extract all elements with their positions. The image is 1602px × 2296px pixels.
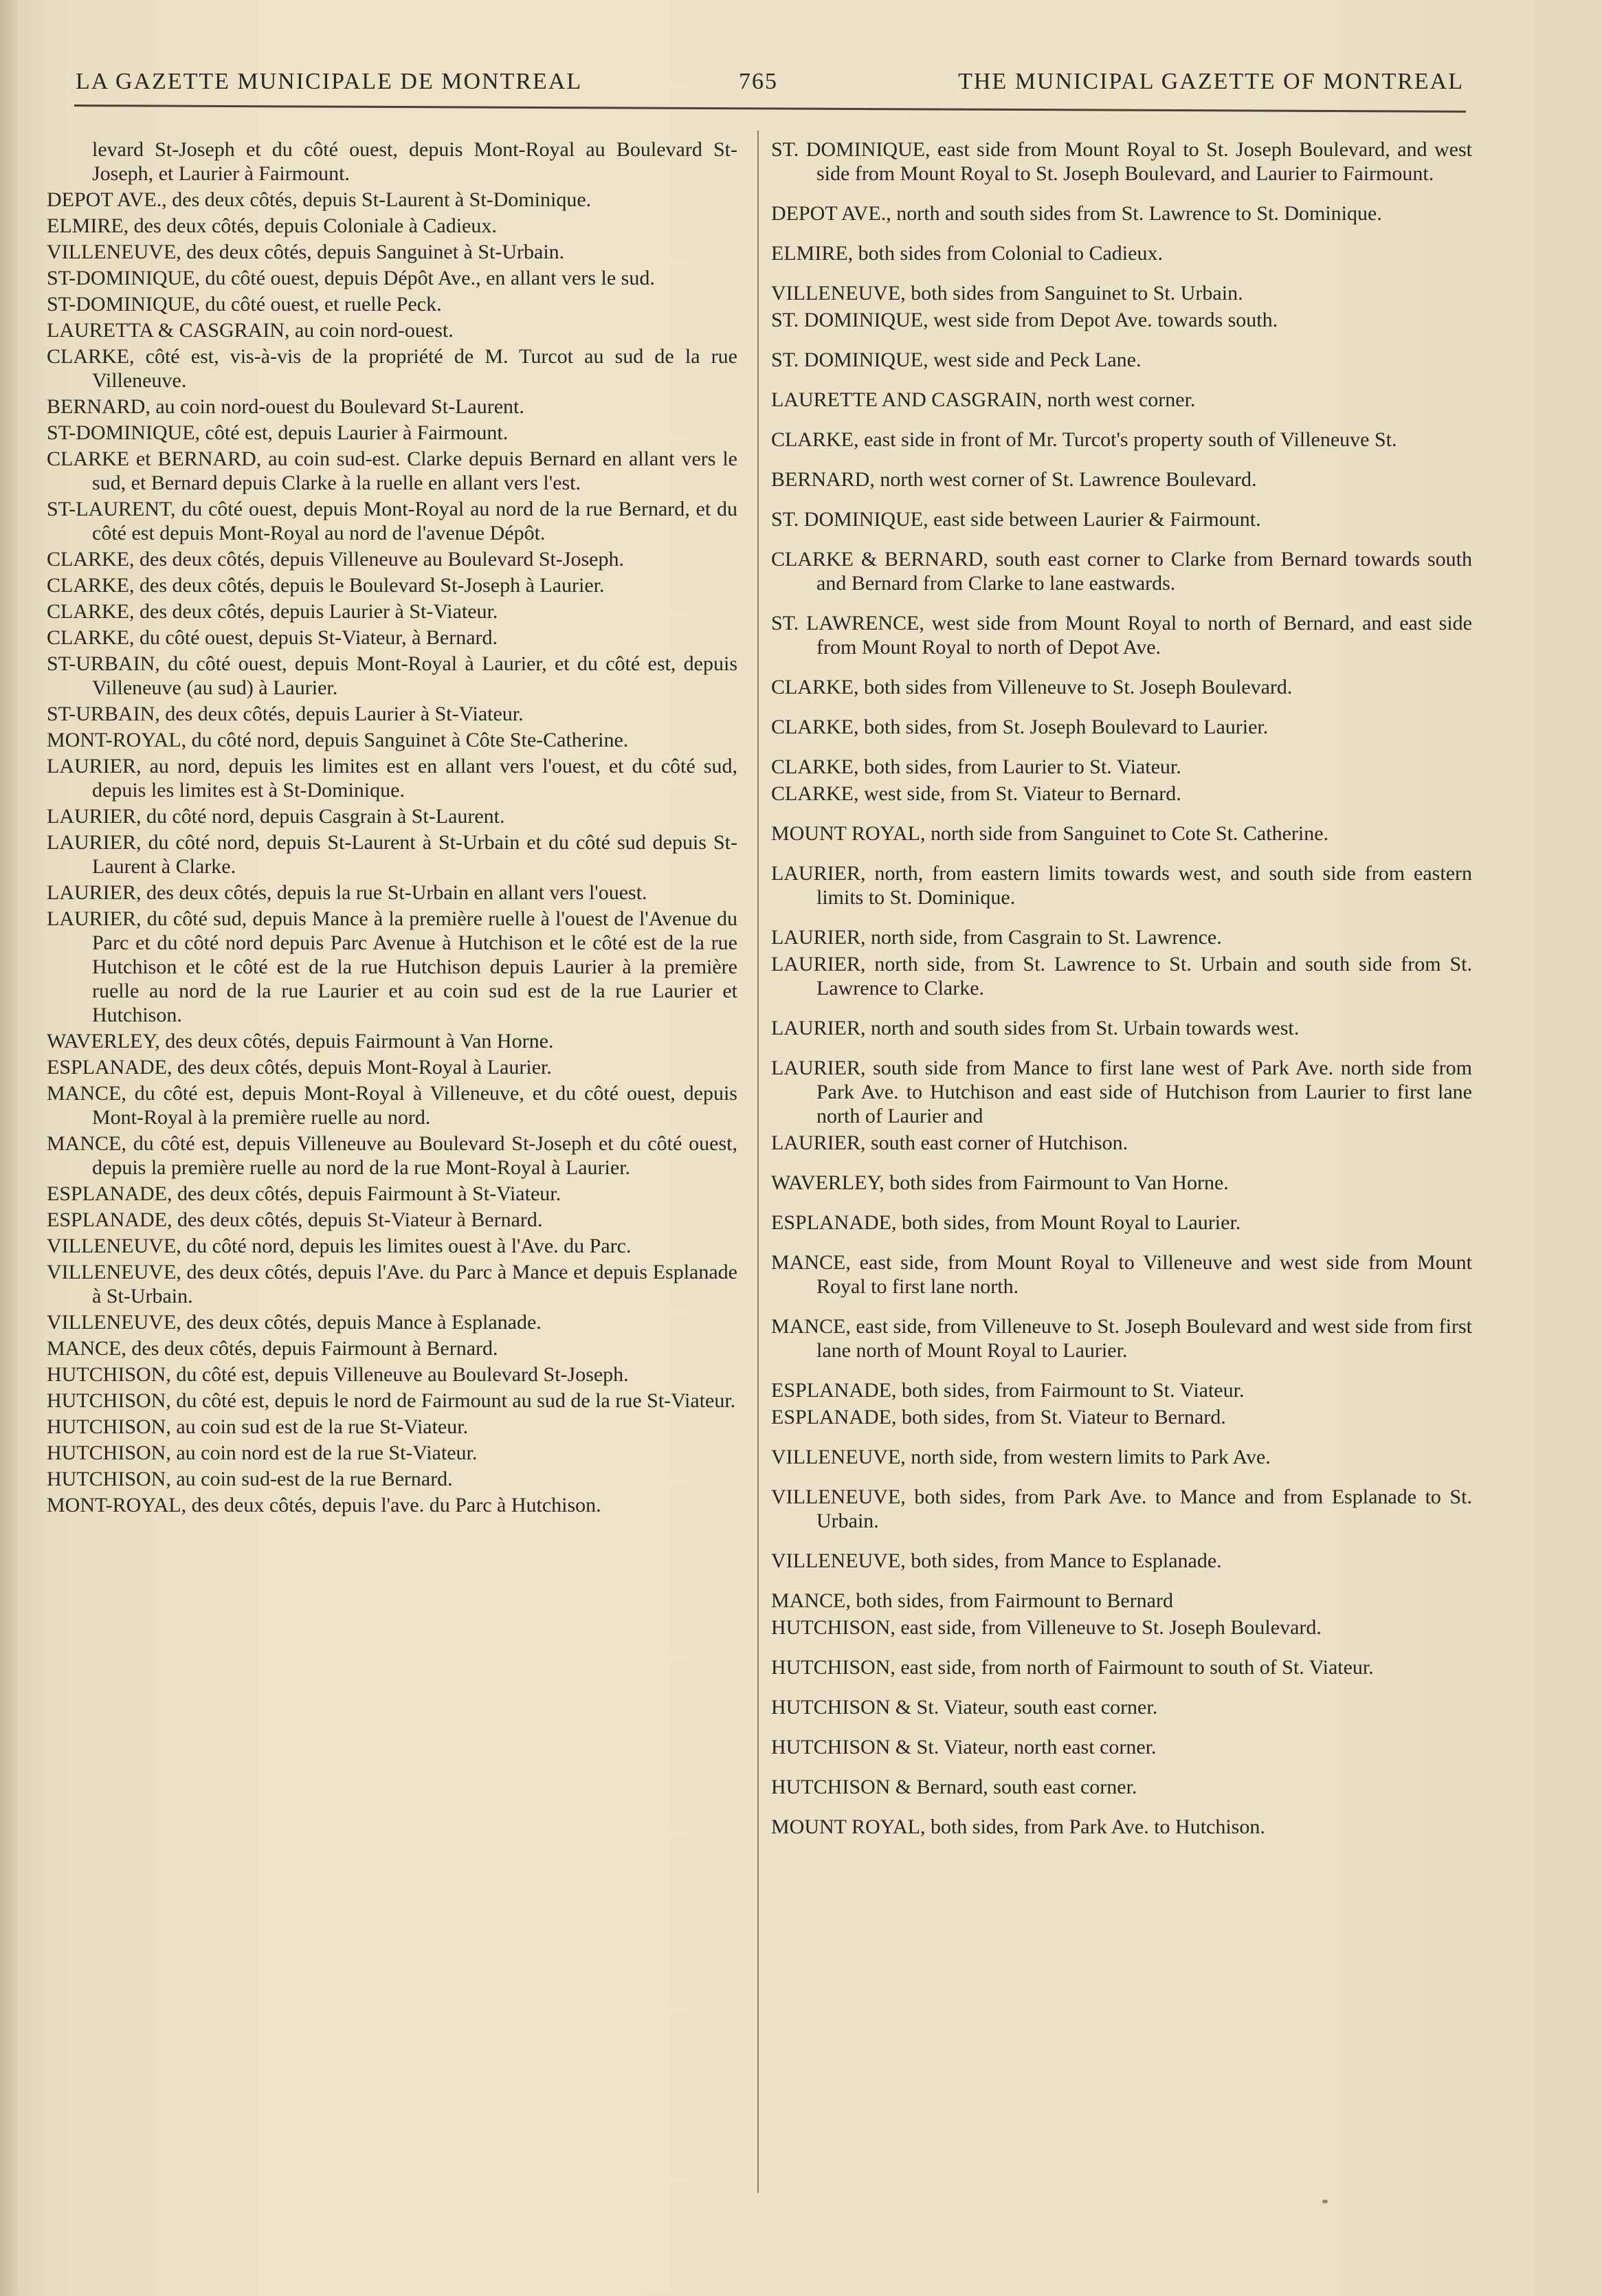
english-entry: ESPLANADE, both sides, from St. Viateur to Bernard. xyxy=(771,1406,1226,1428)
french-entry: VILLENEUVE, du côté nord, depuis les limites ouest à l'Ave. du Parc. xyxy=(47,1235,632,1257)
french-entry: ST-DOMINIQUE, du côté ouest, depuis Dépôt Ave., en allant vers le sud. xyxy=(47,267,655,289)
header-french-title: LA GAZETTE MUNICIPALE DE MONTREAL xyxy=(76,69,583,94)
french-entry: ESPLANADE, des deux côtés, depuis St-Viateur à Bernard. xyxy=(47,1208,543,1231)
english-entry: VILLENEUVE, both sides, from Park Ave. to Mance and from Esplanade to St. Urbain. xyxy=(771,1486,1472,1532)
french-entry: VILLENEUVE, des deux côtés, depuis Sanguinet à St-Urbain. xyxy=(47,241,565,263)
french-entry: HUTCHISON, au coin sud est de la rue St-Viateur. xyxy=(47,1415,469,1438)
french-entry: MONT-ROYAL, des deux côtés, depuis l'ave. du Parc à Hutchison. xyxy=(47,1494,601,1516)
english-entry: DEPOT AVE., north and south sides from St. Lawrence to St. Dominique. xyxy=(771,202,1382,225)
english-entry: LAURIER, north and south sides from St. Urbain towards west. xyxy=(771,1017,1300,1039)
paper-speck xyxy=(1322,2200,1328,2203)
english-entry: CLARKE, west side, from St. Viateur to Bernard. xyxy=(771,782,1181,805)
french-entry-list xyxy=(47,188,737,1517)
english-entry-list xyxy=(771,137,1472,1839)
english-entry: MANCE, east side, from Mount Royal to Villeneuve and west side from Mount Royal to first lane north. xyxy=(771,1251,1472,1298)
french-entry: CLARKE, côté est, vis-à-vis de la propriété de M. Turcot au sud de la rue Villeneuve. xyxy=(47,345,737,392)
english-entry: ELMIRE, both sides from Colonial to Cadieux. xyxy=(771,242,1163,265)
french-entry: ST-URBAIN, du côté ouest, depuis Mont-Royal à Laurier, et du côté est, depuis Villeneuve (au sud) à Laurier. xyxy=(47,652,737,699)
french-entry: ST-DOMINIQUE, côté est, depuis Laurier à Fairmount. xyxy=(47,421,509,444)
english-entry: LAURIER, north side, from Casgrain to St. Lawrence. xyxy=(771,926,1222,949)
english-entry: LAURIER, north side, from St. Lawrence to St. Urbain and south side from St. Lawrence to Clarke. xyxy=(771,953,1472,1000)
french-entry: BERNARD, au coin nord-ouest du Boulevard St-Laurent. xyxy=(47,395,524,418)
english-entry: MANCE, east side, from Villeneuve to St. Joseph Boulevard and west side from first lane north of Mount Royal to Laurier. xyxy=(771,1315,1472,1362)
french-entry: CLARKE, des deux côtés, depuis Villeneuve au Boulevard St-Joseph. xyxy=(47,548,624,571)
page-number: 765 xyxy=(739,69,778,94)
english-entry: ST. DOMINIQUE, west side from Depot Ave. towards south. xyxy=(771,309,1278,331)
english-column xyxy=(771,137,1472,2200)
french-entry: ST-URBAIN, des deux côtés, depuis Laurier à St-Viateur. xyxy=(47,703,524,725)
french-entry: CLARKE, des deux côtés, depuis le Boulevard St-Joseph à Laurier. xyxy=(47,574,605,597)
french-entry: CLARKE, du côté ouest, depuis St-Viateur, à Bernard. xyxy=(47,626,498,649)
french-entry: LAURIER, des deux côtés, depuis la rue St-Urbain en allant vers l'ouest. xyxy=(47,881,647,904)
english-entry: CLARKE, both sides, from Laurier to St. Viateur. xyxy=(771,755,1181,778)
english-entry: HUTCHISON, east side, from north of Fairmount to south of St. Viateur. xyxy=(771,1656,1374,1679)
header-english-title: THE MUNICIPAL GAZETTE OF MONTREAL xyxy=(958,69,1464,94)
english-entry: LAURETTE AND CASGRAIN, north west corner. xyxy=(771,388,1196,411)
french-column xyxy=(47,137,737,2200)
french-entry: MONT-ROYAL, du côté nord, depuis Sanguinet à Côte Ste-Catherine. xyxy=(47,729,629,751)
english-entry: ST. DOMINIQUE, west side and Peck Lane. xyxy=(771,349,1142,371)
english-entry: CLARKE, both sides, from St. Joseph Boulevard to Laurier. xyxy=(771,716,1269,738)
english-entry: HUTCHISON & St. Viateur, north east corner. xyxy=(771,1736,1157,1758)
french-entry: WAVERLEY, des deux côtés, depuis Fairmount à Van Horne. xyxy=(47,1030,554,1052)
french-entry: LAURIER, au nord, depuis les limites est en allant vers l'ouest, et du côté sud, depuis les limites est à St-Dominique. xyxy=(47,755,737,802)
french-entry: VILLENEUVE, des deux côtés, depuis Mance à Esplanade. xyxy=(47,1311,542,1334)
french-entry: MANCE, du côté est, depuis Mont-Royal à Villeneuve, et du côté ouest, depuis Mont-Royal à la première ruelle au nord. xyxy=(47,1082,737,1129)
english-entry: MANCE, both sides, from Fairmount to Bernard xyxy=(771,1589,1173,1612)
english-entry: MOUNT ROYAL, both sides, from Park Ave. to Hutchison. xyxy=(771,1815,1265,1838)
french-entry: LAURIER, du côté nord, depuis Casgrain à St-Laurent. xyxy=(47,805,505,828)
french-entry: ESPLANADE, des deux côtés, depuis Fairmount à St-Viateur. xyxy=(47,1182,561,1205)
french-entry: ESPLANADE, des deux côtés, depuis Mont-Royal à Laurier. xyxy=(47,1056,552,1079)
french-entry: LAURIER, du côté nord, depuis St-Laurent à St-Urbain et du côté sud depuis St-Laurent à Clarke. xyxy=(47,831,737,878)
french-entry: VILLENEUVE, des deux côtés, depuis l'Ave. du Parc à Mance et depuis Esplanade à St-Urbain. xyxy=(47,1261,737,1307)
french-entry: MANCE, du côté est, depuis Villeneuve au Boulevard St-Joseph et du côté ouest, depuis la première ruelle au nord de la rue Mont-Royal à Laurier. xyxy=(47,1132,737,1179)
french-entry: HUTCHISON, au coin nord est de la rue St-Viateur. xyxy=(47,1442,478,1464)
english-entry: CLARKE, east side in front of Mr. Turcot's property south of Villeneuve St. xyxy=(771,428,1397,451)
english-entry: ESPLANADE, both sides, from Mount Royal to Laurier. xyxy=(771,1211,1241,1234)
english-entry: LAURIER, south east corner of Hutchison. xyxy=(771,1132,1128,1154)
english-entry: ST. LAWRENCE, west side from Mount Royal to north of Bernard, and east side from Mount Royal to north of Depot Ave. xyxy=(771,612,1472,659)
french-entry: DEPOT AVE., des deux côtés, depuis St-Laurent à St-Dominique. xyxy=(47,188,592,211)
english-entry: CLARKE & BERNARD, south east corner to Clarke from Bernard towards south and Bernard from Clarke to lane eastwards. xyxy=(771,548,1472,595)
french-entry: CLARKE et BERNARD, au coin sud-est. Clarke depuis Bernard en allant vers le sud, et Bernard depuis Clarke à la ruelle en allant vers l'est. xyxy=(47,448,737,494)
french-entry: ELMIRE, des deux côtés, depuis Coloniale à Cadieux. xyxy=(47,214,497,237)
french-entry: ST-DOMINIQUE, du côté ouest, et ruelle Peck. xyxy=(47,293,442,316)
english-entry: WAVERLEY, both sides from Fairmount to Van Horne. xyxy=(771,1171,1229,1194)
english-entry: HUTCHISON, east side, from Villeneuve to St. Joseph Boulevard. xyxy=(771,1616,1322,1639)
english-entry: ST. DOMINIQUE, east side between Laurier & Fairmount. xyxy=(771,508,1261,531)
french-continuation: levard St-Joseph et du côté ouest, depuis Mont-Royal au Boulevard St-Joseph, et Laurier à Fairmount. xyxy=(92,138,737,185)
english-entry: BERNARD, north west corner of St. Lawrence Boulevard. xyxy=(771,468,1257,491)
english-entry: LAURIER, north, from eastern limits towards west, and south side from eastern limits to St. Dominique. xyxy=(771,862,1472,909)
english-entry: VILLENEUVE, both sides, from Mance to Esplanade. xyxy=(771,1549,1222,1572)
french-entry: MANCE, des deux côtés, depuis Fairmount à Bernard. xyxy=(47,1337,498,1360)
page-header xyxy=(76,69,1464,103)
french-entry: CLARKE, des deux côtés, depuis Laurier à St-Viateur. xyxy=(47,600,498,623)
english-entry: CLARKE, both sides from Villeneuve to St. Joseph Boulevard. xyxy=(771,676,1293,698)
french-entry: HUTCHISON, au coin sud-est de la rue Bernard. xyxy=(47,1468,453,1490)
english-entry: MOUNT ROYAL, north side from Sanguinet to Cote St. Catherine. xyxy=(771,822,1329,845)
book-spine-shadow xyxy=(0,0,18,2296)
french-entry: LAURIER, du côté sud, depuis Mance à la première ruelle à l'ouest de l'Avenue du Parc et du côté nord depuis Parc Avenue à Hutchison et le côté est de la rue Hutchison et le côté est de la rue Hutchison depuis Laurier à la première ruelle au nord de la rue Laurier et au coin sud est de la rue Laurier et Hutchison. xyxy=(47,907,737,1026)
french-entry: ST-LAURENT, du côté ouest, depuis Mont-Royal au nord de la rue Bernard, et du côté est depuis Mont-Royal au nord de l'avenue Dépôt. xyxy=(47,498,737,544)
english-entry: HUTCHISON & St. Viateur, south east corner. xyxy=(771,1696,1158,1719)
english-entry: ESPLANADE, both sides, from Fairmount to St. Viateur. xyxy=(771,1379,1245,1402)
french-entry: LAURETTA & CASGRAIN, au coin nord-ouest. xyxy=(47,319,454,342)
english-entry: VILLENEUVE, both sides from Sanguinet to St. Urbain. xyxy=(771,282,1243,305)
english-entry: HUTCHISON & Bernard, south east corner. xyxy=(771,1776,1137,1798)
english-entry: ST. DOMINIQUE, east side from Mount Royal to St. Joseph Boulevard, and west side from Mount Royal to St. Joseph Boulevard, and Laurier to Fairmount. xyxy=(771,138,1472,185)
french-entry: HUTCHISON, du côté est, depuis le nord de Fairmount au sud de la rue St-Viateur. xyxy=(47,1389,736,1412)
column-divider xyxy=(757,131,759,2193)
english-entry: VILLENEUVE, north side, from western limits to Park Ave. xyxy=(771,1446,1271,1468)
english-entry: LAURIER, south side from Mance to first lane west of Park Ave. north side from Park Ave. to Hutchison and east side of Hutchison from Laurier to first lane north of Laurier and xyxy=(771,1057,1472,1127)
french-entry: HUTCHISON, du côté est, depuis Villeneuve au Boulevard St-Joseph. xyxy=(47,1363,629,1386)
